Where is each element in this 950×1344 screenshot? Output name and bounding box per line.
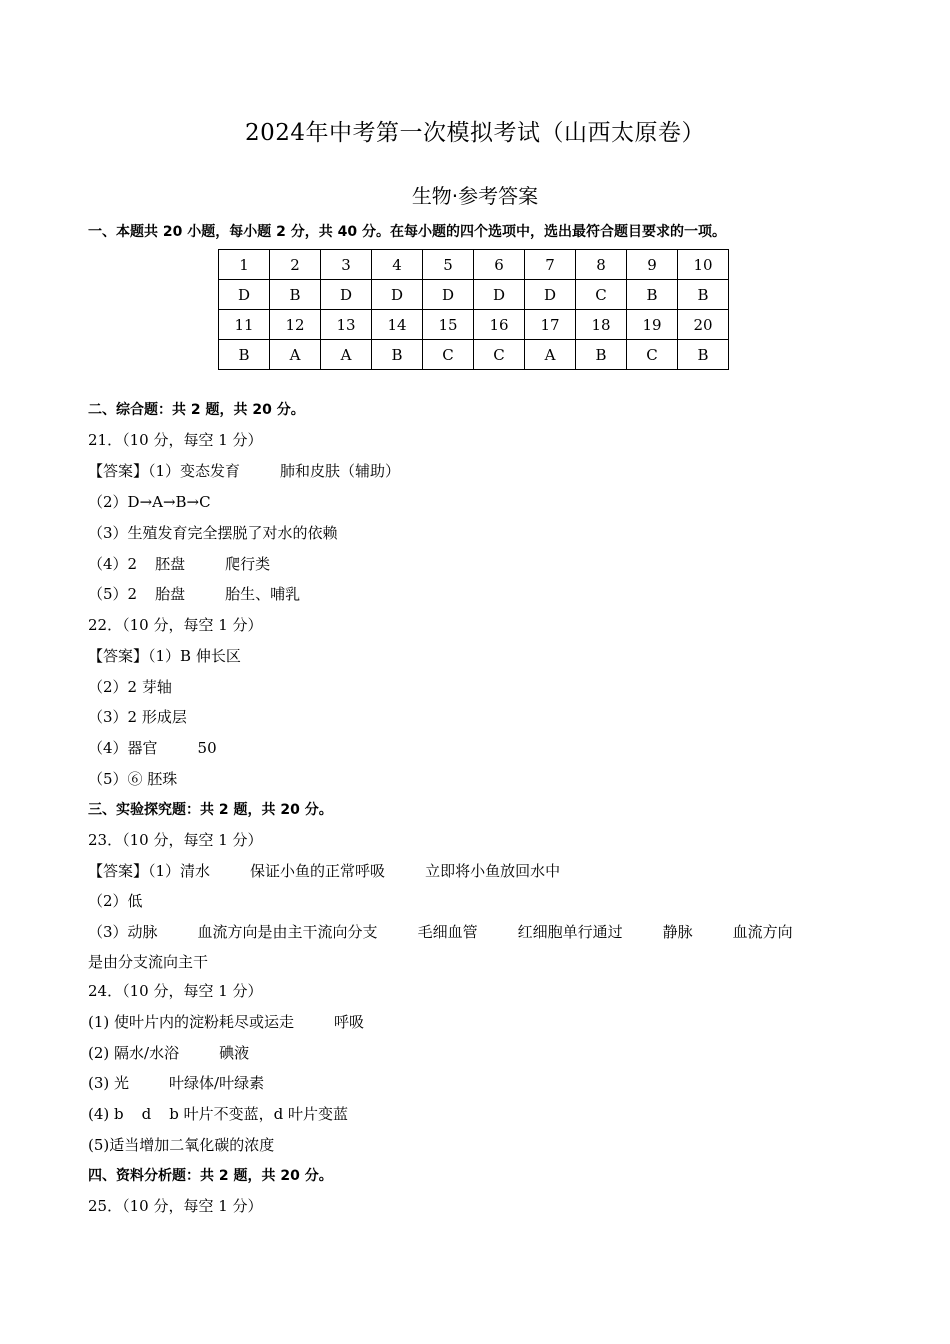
q23-answer-1c: 立即将小鱼放回水中 [425, 862, 561, 880]
answer-table-cell: 14 [372, 310, 423, 340]
answer-table-cell: 18 [576, 310, 627, 340]
q23-answer-3b: 血流方向是由主干流向分支 [197, 923, 378, 941]
answer-table-cell: 20 [678, 310, 729, 340]
answer-table-cell: 3 [321, 250, 372, 280]
answer-table-cell: 16 [474, 310, 525, 340]
answer-table [218, 249, 729, 370]
q24-heading: 24．（10 分，每空 1 分） [88, 982, 263, 1000]
q23-heading: 23．（10 分，每空 1 分） [88, 831, 263, 849]
answer-table-cell: B [576, 340, 627, 370]
answer-table-cell: 1 [219, 250, 270, 280]
q22-answer-4a: （4）器官 [88, 739, 158, 757]
q23-line-3 [88, 922, 793, 942]
answer-table-cell: D [219, 280, 270, 310]
answer-table-cell: C [627, 340, 678, 370]
q24-answer-2b: 碘液 [219, 1044, 250, 1062]
q24-line-3 [88, 1073, 264, 1093]
q24-answer-3a: (3) 光 [88, 1074, 130, 1092]
answer-table-cell: B [678, 280, 729, 310]
q23-answer-3f: 血流方向 [732, 923, 793, 941]
q21-line-4 [88, 554, 270, 574]
q22-heading: 22．（10 分，每空 1 分） [88, 616, 263, 634]
answer-table-cell: 12 [270, 310, 321, 340]
answer-table-cell: B [678, 340, 729, 370]
q24-answer-3b: 叶绿体/叶绿素 [169, 1074, 265, 1092]
answer-table-cell: 15 [423, 310, 474, 340]
q24-answer-1a: (1) 使叶片内的淀粉耗尽或运走 [88, 1013, 295, 1031]
q21-heading: 21．（10 分，每空 1 分） [88, 431, 263, 449]
section-2-heading: 二、综合题：共 2 题，共 20 分。 [88, 402, 305, 418]
answer-table-cell: C [576, 280, 627, 310]
answer-table-cell: 19 [627, 310, 678, 340]
answer-table-cell: A [270, 340, 321, 370]
answer-table-cell: D [372, 280, 423, 310]
q22-line-5: （5）⑥ 胚珠 [88, 770, 178, 788]
answer-table-cell: 6 [474, 250, 525, 280]
q21-answer-1b: 肺和皮肤（辅助） [280, 462, 401, 480]
q24-line-2 [88, 1043, 249, 1063]
answer-table-cell: B [270, 280, 321, 310]
q21-answer-4b: 胚盘 [155, 555, 186, 573]
q22-answer-4b: 50 [197, 739, 217, 757]
q24-answer-2a: (2) 隔水/水浴 [88, 1044, 180, 1062]
answer-table-cell: A [525, 340, 576, 370]
q23-answer-3e: 静脉 [662, 923, 693, 941]
q24-line-1 [88, 1012, 364, 1032]
q21-answer-5c: 胎生、哺乳 [225, 585, 301, 603]
answer-table-cell: B [219, 340, 270, 370]
page-title: 2024年中考第一次模拟考试（山西太原卷） [244, 120, 706, 146]
answer-table-cell: 7 [525, 250, 576, 280]
q21-line-1 [88, 461, 400, 481]
answer-table-cell: 2 [270, 250, 321, 280]
q24-answer-4b: d [141, 1105, 152, 1123]
answer-table-row [219, 280, 729, 310]
answer-table-row [219, 250, 729, 280]
q22-line-1: 【答案】（1）B 伸长区 [88, 647, 241, 665]
q23-answer-3a: （3）动脉 [88, 923, 158, 941]
answer-table-cell: D [321, 280, 372, 310]
q23-answer-1b: 保证小鱼的正常呼吸 [250, 862, 386, 880]
q21-line-3: （3）生殖发育完全摆脱了对水的依赖 [88, 524, 338, 542]
answer-table-cell: 17 [525, 310, 576, 340]
q22-line-2: （2）2 芽轴 [88, 678, 172, 696]
answer-table-cell: A [321, 340, 372, 370]
section-3-heading: 三、实验探究题：共 2 题，共 20 分。 [88, 802, 333, 818]
answer-table-cell: B [372, 340, 423, 370]
q21-answer-1a: 【答案】（1）变态发育 [88, 462, 241, 480]
q21-answer-5b: 胎盘 [155, 585, 186, 603]
q23-line-1 [88, 861, 560, 881]
section-4-heading: 四、资料分析题：共 2 题，共 20 分。 [88, 1168, 333, 1184]
answer-table-cell: C [474, 340, 525, 370]
q24-line-4 [88, 1104, 348, 1124]
q21-answer-5a: （5）2 [88, 585, 138, 603]
answer-table-cell: D [525, 280, 576, 310]
q24-answer-4a: (4) b [88, 1105, 124, 1123]
q22-line-4 [88, 738, 217, 758]
q23-answer-3c: 毛细血管 [417, 923, 478, 941]
q23-answer-3d: 红细胞单行通过 [517, 923, 623, 941]
answer-table-cell: 4 [372, 250, 423, 280]
q24-line-5: (5)适当增加二氧化碳的浓度 [88, 1136, 275, 1154]
q25-heading: 25．（10 分，每空 1 分） [88, 1197, 263, 1215]
answer-table-cell: 11 [219, 310, 270, 340]
q21-line-5 [88, 584, 300, 604]
q23-answer-1a: 【答案】（1）清水 [88, 862, 211, 880]
q21-answer-4c: 爬行类 [225, 555, 271, 573]
answer-table-row [219, 310, 729, 340]
page-subtitle: 生物·参考答案 [411, 184, 539, 208]
answer-table-cell: 8 [576, 250, 627, 280]
q24-answer-4c: b 叶片不变蓝，d 叶片变蓝 [169, 1105, 348, 1123]
q23-line-4: 是由分支流向主干 [88, 953, 209, 971]
q24-answer-1b: 呼吸 [334, 1013, 365, 1031]
answer-table-cell: 5 [423, 250, 474, 280]
answer-table-cell: C [423, 340, 474, 370]
answer-table-cell: 10 [678, 250, 729, 280]
q21-answer-4a: （4）2 [88, 555, 138, 573]
answer-table-cell: D [474, 280, 525, 310]
answer-table-cell: 9 [627, 250, 678, 280]
answer-table-cell: D [423, 280, 474, 310]
q21-line-2: （2）D→A→B→C [88, 493, 211, 511]
answer-table-cell: 13 [321, 310, 372, 340]
q23-line-2: （2）低 [88, 892, 143, 910]
q22-line-3: （3）2 形成层 [88, 708, 187, 726]
answer-table-cell: B [627, 280, 678, 310]
section-1-heading: 一、本题共 20 小题，每小题 2 分，共 40 分。在每小题的四个选项中，选出最符合题目要求的一项。 [88, 224, 726, 240]
answer-table-row [219, 340, 729, 370]
